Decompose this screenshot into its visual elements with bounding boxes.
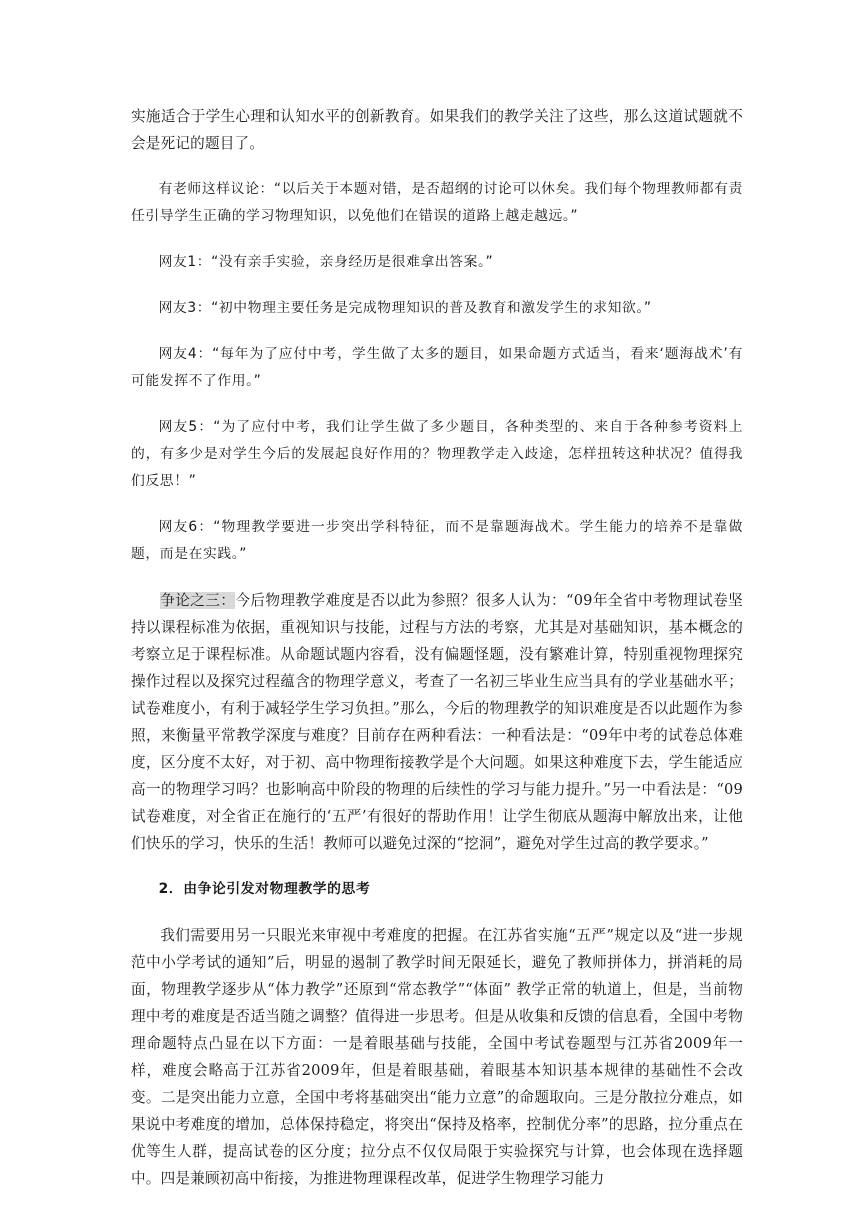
- paragraph-netizen-5: 网友5：“为了应付中考，我们让学生做了多少题目，各种类型的、来自于各种参考资料上的，有多少是对学生今后的发展起良好作用的？物理教学走入歧途，怎样扭转这种状况？值得我们反思！”: [131, 419, 743, 489]
- paragraph-netizen-3: 网友3：“初中物理主要任务是完成物理知识的普及教育和激发学生的求知欲。”: [158, 300, 652, 316]
- section-heading: 2．由争论引发对物理教学的思考: [158, 881, 371, 897]
- dispute-three-text: 今后物理教学难度是否以此为参照？很多人认为：“09年全省中考物理试卷坚持以课程标准为依据，重视知识与技能，过程与方法的考察，尤其是对基础知识，基本概念的考察立足于课程标准。从命题试题内容看，没有偏题怪题，没有繁难计算，特别重视物理探究操作过程以及探究过程蕴含的物理学意义，考查了一名初三毕业生应当具有的学业基础水平；试卷难度小，有利于减轻学生学习负担。”那么，今后的物理教学的知识难度是否以此题作为参照，来衡量平常教学深度与难度？目前存在两种看法：一种看法是：“09年中考的试卷总体难度，区分度不太好，对于初、高中物理衔接教学是个大问题。如果这种难度下去，学生能适应高一的物理学习吗？也影响高中阶段的物理的后续性的学习与能力提升。”另一中看法是：“09试卷难度，对全省正在施行的‘五严’有很好的帮助作用！让学生彻底从题海中解放出来，让他们快乐的学习，快乐的生活！教师可以避免过深的“挖洞”，避免对学生过高的教学要求。”: [131, 592, 743, 852]
- dispute-three-label: 争论之三：: [160, 592, 236, 609]
- paragraph-netizen-1: 网友1：“没有亲手实验，亲身经历是很难拿出答案。”: [158, 254, 494, 270]
- paragraph-teacher-comment: 有老师这样议论：“以后关于本题对错，是否超纲的讨论可以休矣。我们每个物理教师都有责任引导学生正确的学习物理知识，以免他们在错误的道路上越走越远。”: [131, 181, 743, 224]
- document-body: [131, 103, 743, 1192]
- paragraph-dispute-three: [131, 587, 743, 857]
- paragraph-netizen-6: 网友6：“物理教学要进一步突出学科特征，而不是靠题海战术。学生能力的培养不是靠做题，而是在实践。”: [131, 519, 743, 562]
- paragraph-continuation: 实施适合于学生心理和认知水平的创新教育。如果我们的教学关注了这些，那么这道试题就不会是死记的题目了。: [131, 108, 743, 152]
- paragraph-reflection: 我们需要用另一只眼光来审视中考难度的把握。在江苏省实施“五严”规定以及“进一步规范中小学考试的通知”后，明显的遏制了教学时间无限延长，避免了教师拼体力，拼消耗的局面，物理教学逐步从“体力教学”还原到“常态教学”“体面” 教学正常的轨道上，但是，当前物理中考的难度是否适当随之调整？值得进一步思考。但是从收集和反馈的信息看，全国中考物理命题特点凸显在以下方面：一是着眼基础与技能，全国中考试卷题型与江苏省2009年一样，难度会略高于江苏省2009年，但是着眼基础，着眼基本知识基本规律的基础性不会改变。二是突出能力立意，全国中考将基础突出“能力立意”的命题取向。三是分散拉分难点，如果说中考难度的增加，总体保持稳定，将突出“保持及格率，控制优分率”的思路，拉分重点在优等生人群，提高试卷的区分度；拉分点不仅仅局限于实验探究与计算，也会体现在选择题中。四是兼顾初高中衔接，为推进物理课程改革，促进学生物理学习能力: [131, 927, 743, 1187]
- paragraph-netizen-4: 网友4：“每年为了应付中考，学生做了太多的题目，如果命题方式适当，看来‘题海战术’有可能发挥不了作用。”: [131, 346, 743, 389]
